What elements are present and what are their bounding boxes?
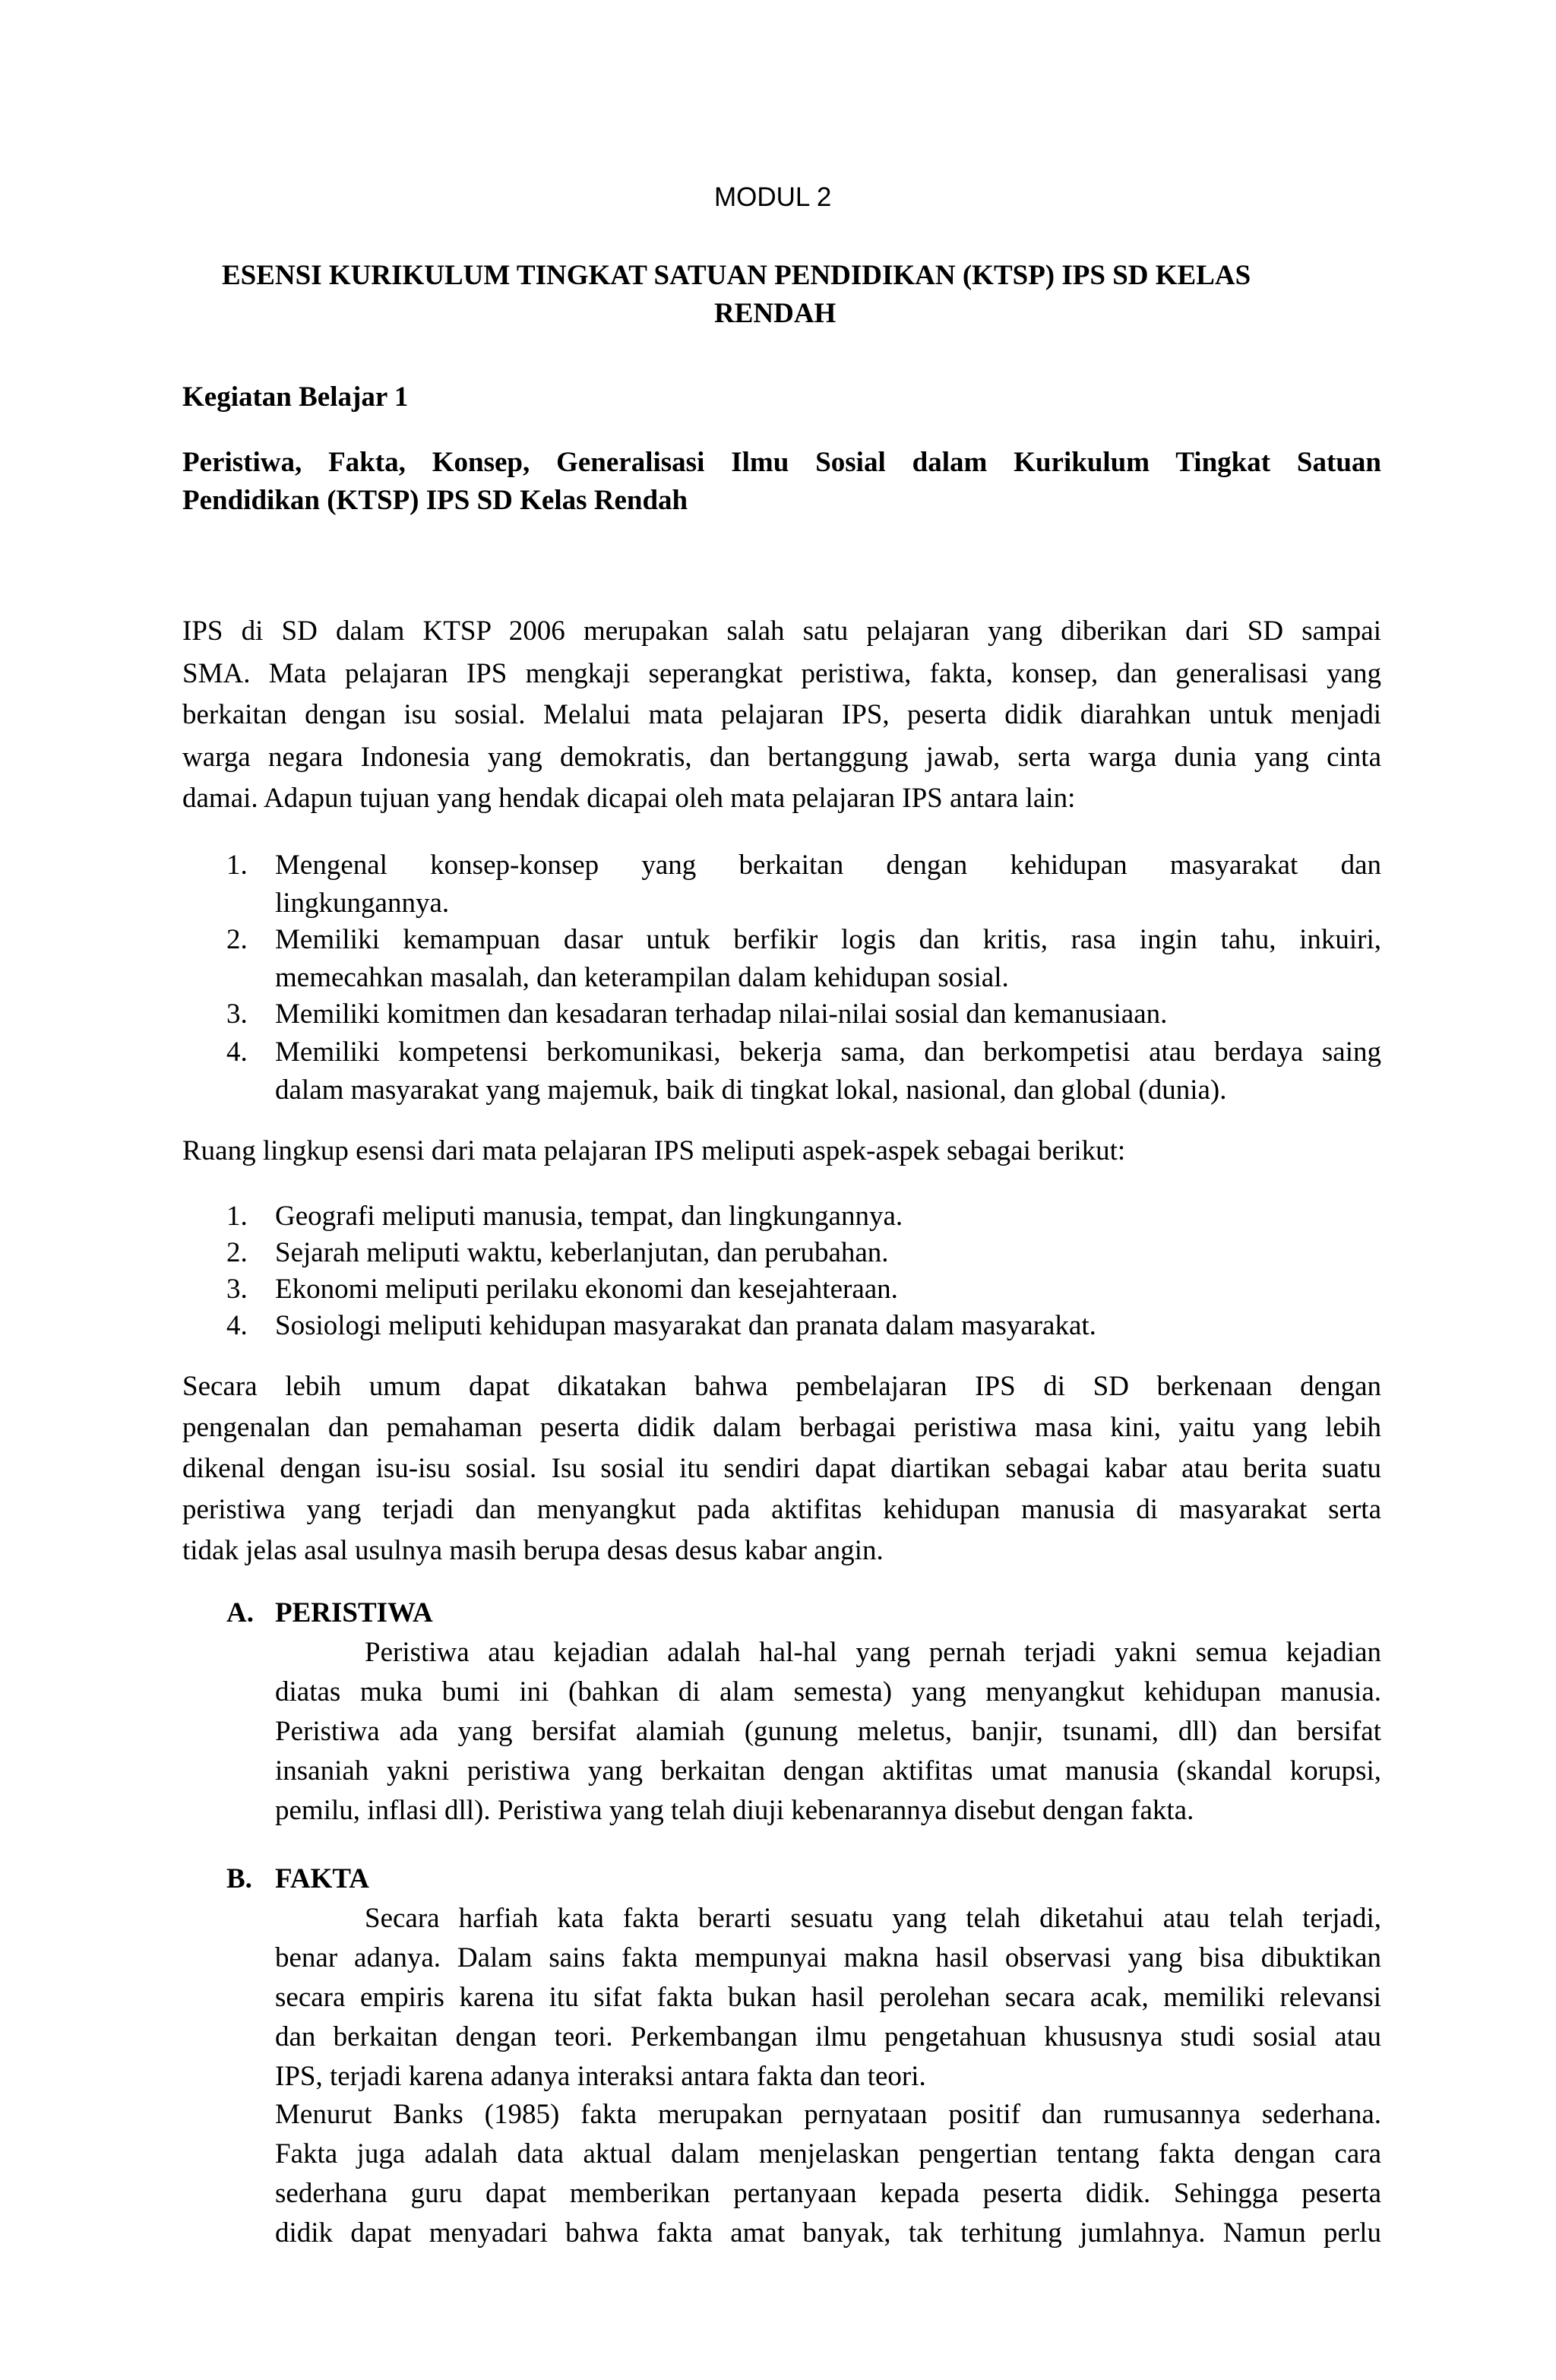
goal-number: 4. bbox=[226, 1037, 248, 1068]
scope-item: Ekonomi meliputi perilaku ekonomi dan kesejahteraan. bbox=[275, 1274, 898, 1305]
summary-line-3: dikenal dengan isu-isu sosial. Isu sosial itu sendiri dapat diartikan sebagai kabar atau berita suatu bbox=[182, 1453, 1381, 1484]
section-b-line-8: sederhana guru dapat memberikan pertanyaan kepada peserta didik. Sehingga peserta bbox=[275, 2178, 1381, 2209]
goal-text-continued: dalam masyarakat yang majemuk, baik di tingkat lokal, nasional, dan global (dunia). bbox=[275, 1074, 1227, 1106]
subheading-line-2: Pendidikan (KTSP) IPS SD Kelas Rendah bbox=[182, 485, 688, 516]
scope-number: 1. bbox=[226, 1201, 248, 1232]
intro-line-2: SMA. Mata pelajaran IPS mengkaji seperangkat peristiwa, fakta, konsep, dan generalisasi yang bbox=[182, 658, 1381, 689]
section-b-line-5: IPS, terjadi karena adanya interaksi antara fakta dan teori. bbox=[275, 2061, 926, 2092]
scope-number: 3. bbox=[226, 1274, 248, 1305]
section-b-line-7: Fakta juga adalah data aktual dalam menjelaskan pengertian tentang fakta dengan cara bbox=[275, 2138, 1381, 2170]
activity-heading: Kegiatan Belajar 1 bbox=[182, 381, 409, 413]
section-b-heading: FAKTA bbox=[275, 1863, 370, 1894]
section-b-line-4: dan berkaitan dengan teori. Perkembangan ilmu pengetahuan khususnya studi sosial atau bbox=[275, 2021, 1381, 2052]
goal-number: 2. bbox=[226, 924, 248, 955]
summary-line-2: pengenalan dan pemahaman peserta didik dalam berbagai peristiwa masa kini, yaitu yang lebih bbox=[182, 1412, 1381, 1443]
scope-intro: Ruang lingkup esensi dari mata pelajaran IPS meliputi aspek-aspek sebagai berikut: bbox=[182, 1135, 1126, 1166]
goal-number: 1. bbox=[226, 850, 248, 881]
goal-text: Memiliki kemampuan dasar untuk berfikir logis dan kritis, rasa ingin tahu, inkuiri, bbox=[275, 924, 1381, 955]
scope-number: 4. bbox=[226, 1310, 248, 1341]
section-a-heading: PERISTIWA bbox=[275, 1597, 433, 1628]
section-a-line-2: diatas muka bumi ini (bahkan di alam semesta) yang menyangkut kehidupan manusia. bbox=[275, 1676, 1381, 1707]
intro-line-3: berkaitan dengan isu sosial. Melalui mata pelajaran IPS, peserta didik diarahkan untuk menjadi bbox=[182, 699, 1381, 730]
section-b-line-2: benar adanya. Dalam sains fakta mempunyai makna hasil observasi yang bisa dibuktikan bbox=[275, 1942, 1381, 1973]
goal-text: Memiliki kompetensi berkomunikasi, bekerja sama, dan berkompetisi atau berdaya saing bbox=[275, 1037, 1381, 1068]
subheading-line-1: Peristiwa, Fakta, Konsep, Generalisasi Ilmu Sosial dalam Kurikulum Tingkat Satuan bbox=[182, 447, 1381, 478]
goal-number: 3. bbox=[226, 999, 248, 1030]
goal-text: Mengenal konsep-konsep yang berkaitan dengan kehidupan masyarakat dan bbox=[275, 850, 1381, 881]
scope-item: Sosiologi meliputi kehidupan masyarakat dan pranata dalam masyarakat. bbox=[275, 1310, 1096, 1341]
intro-line-1: IPS di SD dalam KTSP 2006 merupakan salah satu pelajaran yang diberikan dari SD sampai bbox=[182, 616, 1381, 647]
page-title-line-1: ESENSI KURIKULUM TINGKAT SATUAN PENDIDIKAN (KTSP) IPS SD KELAS bbox=[222, 260, 1251, 291]
summary-line-1: Secara lebih umum dapat dikatakan bahwa pembelajaran IPS di SD berkenaan dengan bbox=[182, 1371, 1381, 1402]
section-b-line-6: Menurut Banks (1985) fakta merupakan pernyataan positif dan rumusannya sederhana. bbox=[275, 2099, 1381, 2130]
section-b-line-1: Secara harfiah kata fakta berarti sesuatu yang telah diketahui atau telah terjadi, bbox=[365, 1903, 1381, 1934]
section-a-line-3: Peristiwa ada yang bersifat alamiah (gunung meletus, banjir, tsunami, dll) dan bersifat bbox=[275, 1716, 1381, 1747]
intro-line-4: warga negara Indonesia yang demokratis, dan bertanggung jawab, serta warga dunia yang cinta bbox=[182, 742, 1381, 773]
section-b-line-3: secara empiris karena itu sifat fakta bukan hasil perolehan secara acak, memiliki relevansi bbox=[275, 1982, 1381, 2013]
scope-item: Sejarah meliputi waktu, keberlanjutan, dan perubahan. bbox=[275, 1237, 889, 1268]
section-a-line-5: pemilu, inflasi dll). Peristiwa yang telah diuji kebenarannya disebut dengan fakta. bbox=[275, 1795, 1194, 1826]
section-a-letter: A. bbox=[226, 1597, 254, 1628]
section-b-letter: B. bbox=[226, 1863, 252, 1894]
section-a-line-1: Peristiwa atau kejadian adalah hal-hal yang pernah terjadi yakni semua kejadian bbox=[365, 1637, 1381, 1668]
page-title-line-2: RENDAH bbox=[714, 298, 837, 329]
summary-line-4: peristiwa yang terjadi dan menyangkut pada aktifitas kehidupan manusia di masyarakat serta bbox=[182, 1494, 1381, 1525]
goal-text-continued: memecahkan masalah, dan keterampilan dalam kehidupan sosial. bbox=[275, 962, 1009, 993]
goal-text: Memiliki komitmen dan kesadaran terhadap nilai-nilai sosial dan kemanusiaan. bbox=[275, 999, 1168, 1030]
summary-line-5: tidak jelas asal usulnya masih berupa desas desus kabar angin. bbox=[182, 1535, 884, 1566]
goal-text-continued: lingkungannya. bbox=[275, 888, 450, 919]
scope-item: Geografi meliputi manusia, tempat, dan lingkungannya. bbox=[275, 1201, 903, 1232]
section-a-line-4: insaniah yakni peristiwa yang berkaitan dengan aktifitas umat manusia (skandal korupsi, bbox=[275, 1755, 1381, 1787]
section-b-line-9: didik dapat menyadari bahwa fakta amat banyak, tak terhitung jumlahnya. Namun perlu bbox=[275, 2217, 1381, 2249]
scope-number: 2. bbox=[226, 1237, 248, 1268]
intro-line-5: damai. Adapun tujuan yang hendak dicapai oleh mata pelajaran IPS antara lain: bbox=[182, 783, 1076, 814]
module-label: MODUL 2 bbox=[714, 182, 832, 212]
